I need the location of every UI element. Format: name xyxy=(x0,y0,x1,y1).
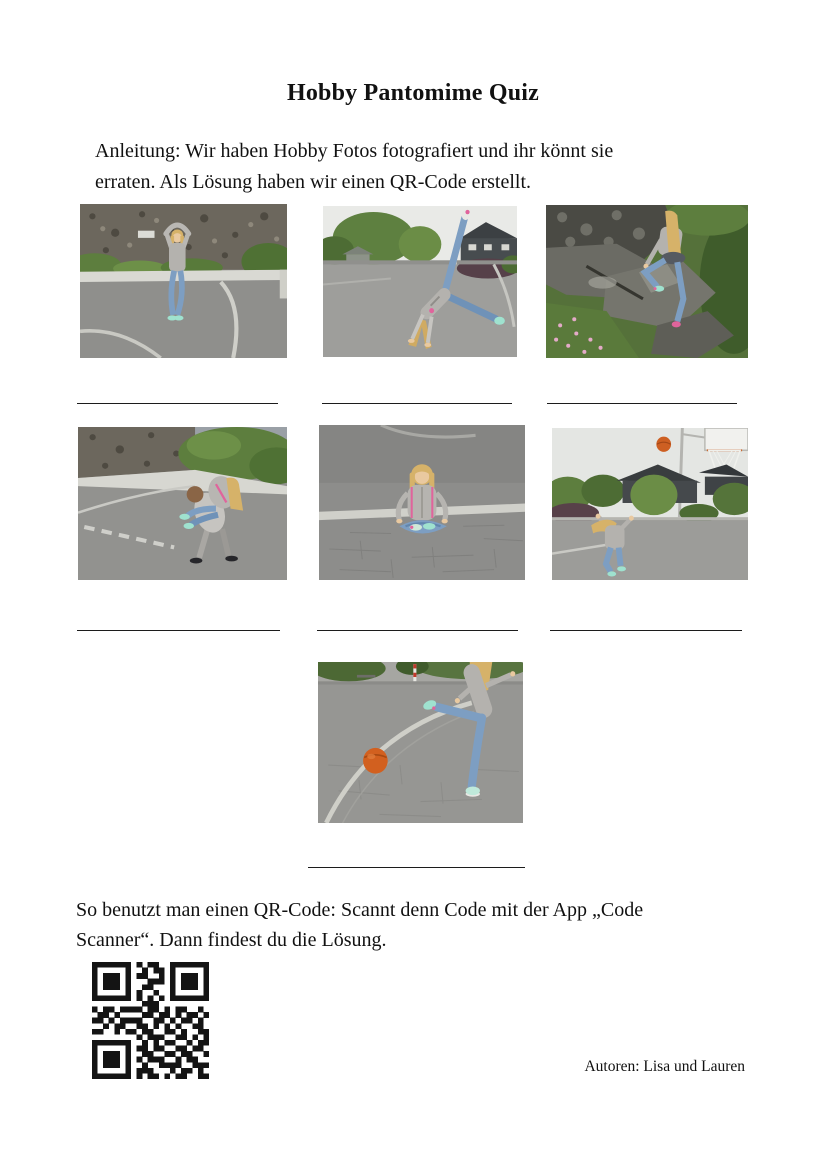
photo-climbing-illustration xyxy=(546,205,748,358)
page-title: Hobby Pantomime Quiz xyxy=(286,80,539,106)
qr-instructions-text xyxy=(76,895,643,955)
quiz-photo-6 xyxy=(552,428,748,580)
quiz-photo-3 xyxy=(546,205,748,358)
answer-line-4 xyxy=(77,630,280,631)
answer-line-7 xyxy=(308,867,525,868)
photo-piggyback-illustration xyxy=(78,427,287,580)
answer-line-6 xyxy=(550,630,742,631)
quiz-photo-2 xyxy=(323,206,517,357)
quiz-photo-1 xyxy=(80,204,287,358)
photo-meditation-illustration xyxy=(319,425,525,580)
quiz-photo-7 xyxy=(318,662,523,823)
qr-code xyxy=(92,962,209,1079)
photo-soccer-kick-illustration xyxy=(318,662,523,823)
quiz-photo-5 xyxy=(319,425,525,580)
answer-line-3 xyxy=(547,403,737,404)
qr-instructions-line-1: So benutzt man einen QR-Code: Scannt denn Code mit der App „Code xyxy=(76,899,644,921)
qr-instructions-line-2: Scanner“. Dann findest du die Lösung. xyxy=(76,929,387,951)
photo-cartwheel-illustration xyxy=(323,206,517,357)
answer-line-1 xyxy=(77,403,278,404)
photo-stretching-illustration xyxy=(80,204,287,358)
qr-code-svg xyxy=(92,962,209,1079)
photo-basketball-illustration xyxy=(552,428,748,580)
answer-line-2 xyxy=(322,403,512,404)
instructions-line-1: Anleitung: Wir haben Hobby Fotos fotografiert und ihr könnt sie xyxy=(95,140,614,162)
quiz-photo-4 xyxy=(78,427,287,580)
instructions-text xyxy=(95,136,613,198)
authors-credit: Autoren: Lisa und Lauren xyxy=(584,1058,745,1075)
instructions-line-2: erraten. Als Lösung haben wir einen QR-Code erstellt. xyxy=(95,171,531,193)
answer-line-5 xyxy=(317,630,518,631)
